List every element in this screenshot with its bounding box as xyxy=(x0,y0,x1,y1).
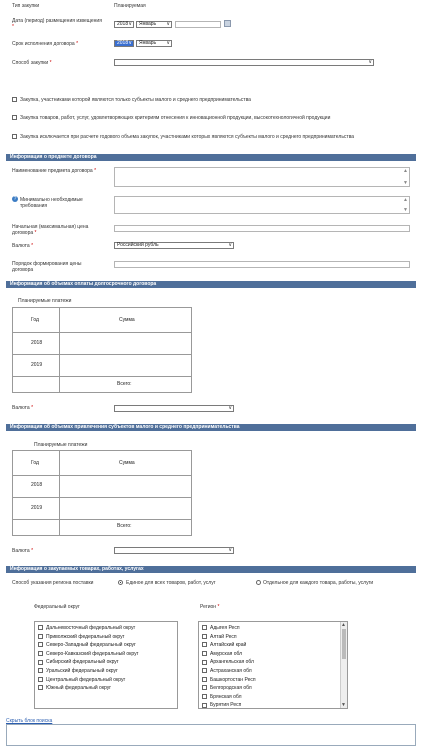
calendar-icon[interactable] xyxy=(224,20,231,27)
scroll-down-icon[interactable]: ▼ xyxy=(341,702,346,708)
scroll-up-icon[interactable]: ▲ xyxy=(403,197,408,203)
price-order-input[interactable] xyxy=(114,261,410,268)
table-row-year: 2019 xyxy=(31,362,43,368)
payments-table xyxy=(12,307,192,393)
federal-district-checkbox[interactable] xyxy=(38,625,43,630)
price-input[interactable] xyxy=(114,225,410,232)
col-sum-header: Сумма xyxy=(119,317,135,323)
type-value: Планируемая xyxy=(114,3,146,9)
radio-each-region-label: Отдельное для каждого товара, работы, услуги xyxy=(263,580,374,586)
federal-district-item-label: Уральский федеральный округ xyxy=(46,668,118,674)
date-label: Дата (период) размещения извещения * xyxy=(12,18,102,30)
section-smb-header: Информация об объемах привлечения субъектов малого и среднего предпринимательства xyxy=(6,424,416,431)
scroll-up-icon[interactable]: ▲ xyxy=(341,622,346,628)
price-order-label: Порядок формирования цены договора xyxy=(12,261,82,273)
region-item[interactable] xyxy=(202,642,246,648)
currency-select-1[interactable]: Российский рубль ∨ xyxy=(114,242,234,249)
date-year-select[interactable]: 2018 ∨ xyxy=(114,21,134,28)
section-subject-header: Информация о предмете договора xyxy=(6,154,416,161)
region-checkbox[interactable] xyxy=(202,694,207,699)
federal-district-label: Федеральный округ xyxy=(34,604,80,610)
region-checkbox[interactable] xyxy=(202,634,207,639)
region-item-label: Бурятия Респ xyxy=(210,702,242,709)
table-row-year: 2018 xyxy=(31,340,43,346)
federal-district-item-label: Северо-Западный федеральный округ xyxy=(46,642,136,649)
region-item-label: Амурская обл xyxy=(210,650,243,657)
table-row-year: 2018 xyxy=(31,482,43,488)
col-sum-header: Сумма xyxy=(119,460,135,466)
region-item-label: Алтай Респ xyxy=(210,633,237,640)
currency-select-3[interactable] xyxy=(114,547,234,554)
planned-payments-label: Планируемые платежи xyxy=(34,442,88,448)
region-list[interactable] xyxy=(198,621,348,709)
region-item-label: Башкортостан Респ xyxy=(210,676,256,683)
subject-label: Наименование предмета договора * xyxy=(12,168,97,174)
region-item[interactable] xyxy=(202,651,242,657)
federal-district-item[interactable] xyxy=(38,625,135,631)
table-row-year: 2019 xyxy=(31,505,43,511)
radio-single-region-label: Единое для всех товаров, работ, услуг xyxy=(126,580,216,586)
region-item[interactable] xyxy=(202,659,254,665)
radio-single-region[interactable] xyxy=(118,580,123,585)
term-label: Срок исполнения договора * xyxy=(12,41,79,47)
smb-table xyxy=(12,450,192,536)
region-item[interactable] xyxy=(202,625,240,631)
federal-district-item-label: Южный федеральный округ xyxy=(46,685,112,692)
federal-district-item-label: Приволжский федеральный округ xyxy=(46,633,125,640)
federal-district-checkbox[interactable] xyxy=(38,642,43,647)
federal-district-item-label: Центральный федеральный округ xyxy=(46,676,126,683)
region-item-label: Адыгея Респ xyxy=(210,625,240,631)
federal-district-list[interactable] xyxy=(34,621,178,709)
federal-district-checkbox[interactable] xyxy=(38,651,43,656)
region-checkbox[interactable] xyxy=(202,703,207,708)
scroll-down-icon[interactable]: ▼ xyxy=(403,207,408,213)
federal-district-item-label: Дальневосточный федеральный округ xyxy=(46,625,136,631)
region-checkbox[interactable] xyxy=(202,685,207,690)
federal-district-item-label: Сибирский федеральный округ xyxy=(46,659,119,666)
region-checkbox[interactable] xyxy=(202,625,207,630)
federal-district-item[interactable] xyxy=(38,659,119,665)
region-item-label: Алтайский край xyxy=(210,642,247,649)
info-icon[interactable]: ? xyxy=(13,196,17,202)
checkbox-innovative[interactable] xyxy=(12,115,17,120)
section-payments-header: Информация об объемах оплаты долгосрочного договора xyxy=(6,281,416,288)
hide-search-link[interactable]: Скрыть блок поиска xyxy=(6,718,53,724)
region-item-label: Белгородская обл xyxy=(210,685,252,692)
checkbox-excluded[interactable] xyxy=(12,134,17,139)
section-goods-header: Информация о закупаемых товарах, работах, услугах xyxy=(6,566,416,573)
radio-each-region[interactable] xyxy=(256,580,261,585)
region-method-label: Способ указания региона поставки xyxy=(12,580,94,586)
method-select[interactable] xyxy=(114,59,374,66)
search-block xyxy=(6,724,416,746)
requirements-textarea[interactable] xyxy=(114,196,410,214)
currency-label-3: Валюта * xyxy=(12,548,34,554)
method-label: Способ закупки * xyxy=(12,60,52,66)
region-scrollbar[interactable] xyxy=(340,622,347,708)
total-label: Всего: xyxy=(117,523,132,529)
date-month-select[interactable]: Январь ∨ xyxy=(136,21,172,28)
checkbox-excluded-label: Закупка исключается при расчете годового объема закупок, участниками которых являются субъекты малого и среднего предпринимательства xyxy=(20,134,355,140)
federal-district-checkbox[interactable] xyxy=(38,668,43,673)
region-checkbox[interactable] xyxy=(202,660,207,665)
federal-district-checkbox[interactable] xyxy=(38,685,43,690)
checkbox-smb-only[interactable] xyxy=(12,97,17,102)
region-checkbox[interactable] xyxy=(202,677,207,682)
region-item[interactable] xyxy=(202,694,242,700)
federal-district-checkbox[interactable] xyxy=(38,660,43,665)
federal-district-item[interactable] xyxy=(38,642,136,648)
region-checkbox[interactable] xyxy=(202,668,207,673)
region-checkbox[interactable] xyxy=(202,642,207,647)
checkbox-innovative-label: Закупка товаров, работ, услуг, удовлетворяющих критериям отнесения к инновационной продукции, высокотехнологичной продукции xyxy=(20,115,331,121)
region-item-label: Астраханская обл xyxy=(210,668,252,674)
col-year-header: Год xyxy=(31,460,39,466)
requirements-label: Минимально необходимые требования xyxy=(20,197,83,209)
region-item-label: Брянская обл xyxy=(210,693,242,700)
date-period-input[interactable] xyxy=(175,21,221,28)
checkbox-smb-only-label: Закупка, участниками которой являются только субъекты малого и среднего предпринимательства xyxy=(20,97,251,103)
federal-district-checkbox[interactable] xyxy=(38,677,43,682)
region-item[interactable] xyxy=(202,702,241,708)
type-label: Тип закупки xyxy=(12,3,40,9)
currency-select-2[interactable] xyxy=(114,405,234,412)
federal-district-item[interactable] xyxy=(38,677,125,683)
subject-textarea[interactable] xyxy=(114,167,410,187)
scroll-up-icon[interactable]: ▲ xyxy=(403,168,408,174)
term-month-select[interactable]: Январь ∨ xyxy=(136,40,172,47)
region-item[interactable] xyxy=(202,634,237,640)
currency-label-1: Валюта * xyxy=(12,243,34,249)
region-item-label: Архангельская обл xyxy=(210,659,254,666)
federal-district-item-label: Северо-Кавказский федеральный округ xyxy=(46,650,139,657)
scroll-down-icon[interactable]: ▼ xyxy=(403,180,408,186)
term-year-select[interactable]: 2018 ∨ xyxy=(114,40,134,47)
federal-district-item[interactable] xyxy=(38,685,111,691)
scroll-thumb[interactable] xyxy=(342,629,346,659)
region-item[interactable] xyxy=(202,685,252,691)
federal-district-item[interactable] xyxy=(38,651,138,657)
region-label: Регион * xyxy=(200,604,220,610)
col-year-header: Год xyxy=(31,317,39,323)
region-item[interactable] xyxy=(202,668,252,674)
planned-payments-label: Планируемые платежи xyxy=(18,298,72,304)
region-checkbox[interactable] xyxy=(202,651,207,656)
total-label: Всего: xyxy=(117,381,132,387)
currency-label-2: Валюта * xyxy=(12,405,34,411)
federal-district-item[interactable] xyxy=(38,634,124,640)
region-item[interactable] xyxy=(202,677,256,683)
federal-district-checkbox[interactable] xyxy=(38,634,43,639)
price-label: Начальная (максимальная) цена договора * xyxy=(12,224,89,236)
federal-district-item[interactable] xyxy=(38,668,118,674)
